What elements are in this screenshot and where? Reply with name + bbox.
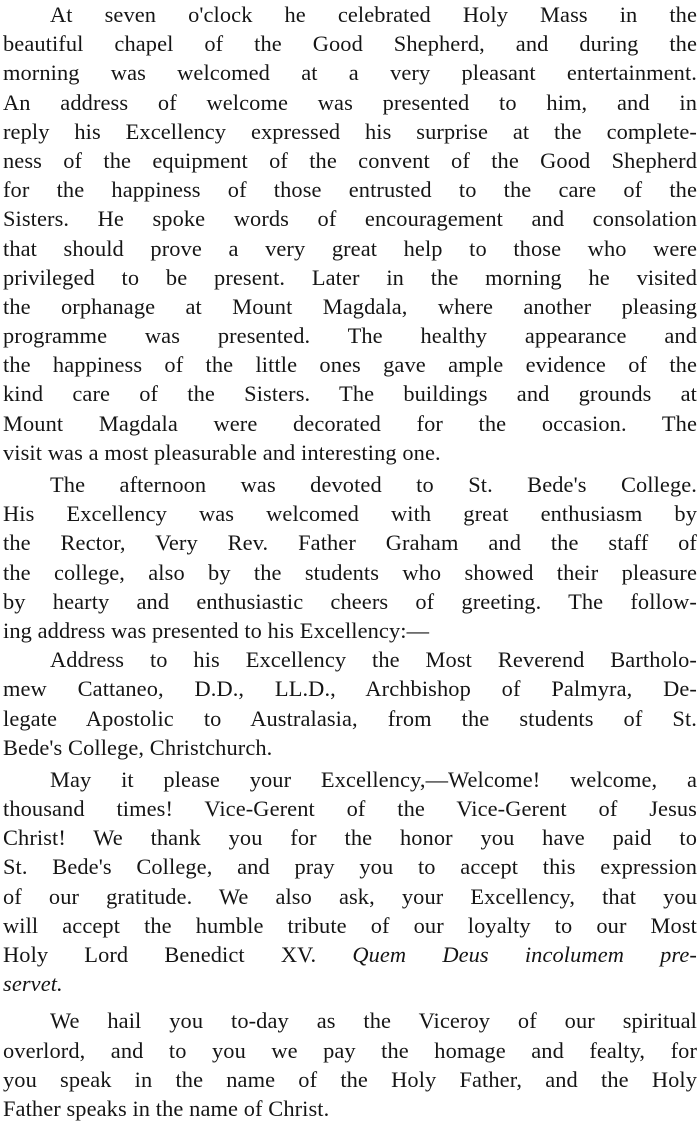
text-line: An address of welcome was presented to him, and in — [3, 89, 697, 115]
text-line: the orphanage at Mount Magdala, where another pleasing — [3, 293, 697, 319]
text-line: that should prove a very great help to those who were — [3, 235, 697, 261]
text-line: the Rector, Very Rev. Father Graham and the staff of — [3, 530, 697, 556]
text-line-with-latin — [3, 940, 697, 969]
text-line: Bede's College, Christchurch. — [3, 734, 273, 760]
text-line: We hail you to-day as the Viceroy of our spiritual — [50, 1008, 697, 1034]
text-line: legate Apostolic to Australasia, from the students of St. — [3, 705, 697, 731]
text-line: His Excellency was welcomed with great enthusiasm by — [3, 501, 697, 527]
text-line: programme was presented. The healthy appearance and — [3, 323, 697, 349]
text-line: ness of the equipment of the convent of the Good Shepherd — [3, 147, 697, 173]
text-line: you speak in the name of the Holy Father, and the Holy — [3, 1066, 697, 1092]
paragraph-5 — [3, 1006, 697, 1123]
text-line: of our gratitude. We also ask, your Excellency, that you — [3, 883, 697, 909]
latin-line-end: servet. — [3, 971, 63, 997]
text-line: mew Cattaneo, D.D., LL.D., Archbishop of Palmyra, De- — [3, 676, 697, 702]
paragraph-2 — [3, 470, 697, 645]
latin-phrase: Quem Deus incolumem pre- — [352, 942, 697, 967]
text-line: by hearty and enthusiastic cheers of greeting. The follow- — [3, 588, 697, 614]
text-line: privileged to be present. Later in the morning he visited — [3, 264, 697, 290]
text-line: The afternoon was devoted to St. Bede's College. — [50, 472, 697, 497]
paragraph-3 — [3, 645, 697, 762]
text-line: Mount Magdala were decorated for the occasion. The — [3, 410, 697, 436]
text-line: overlord, and to you we pay the homage and fealty, for — [3, 1037, 697, 1063]
text-line: St. Bede's College, and pray you to accept this expression — [3, 854, 697, 880]
text-line: the happiness of the little ones gave ample evidence of the — [3, 352, 697, 378]
text-line: reply his Excellency expressed his surprise at the complete- — [3, 118, 697, 144]
scanned-text-page — [3, 0, 697, 1123]
text-line: morning was welcomed at a very pleasant entertainment. — [3, 60, 697, 86]
text-line: May it please your Excellency,—Welcome! welcome, a — [50, 766, 697, 792]
text-line: ing address was presented to his Excellency:— — [3, 617, 430, 643]
text-line: At seven o'clock he celebrated Holy Mass in the — [50, 2, 697, 27]
text-line: for the happiness of those entrusted to the care of the — [3, 177, 697, 203]
text-line: Father speaks in the name of Christ. — [3, 1095, 330, 1121]
text-line: visit was a most pleasurable and interesting one. — [3, 439, 441, 465]
text-line: beautiful chapel of the Good Shepherd, and during the — [3, 31, 697, 57]
paragraph-1 — [3, 0, 697, 467]
text-line-start: Holy Lord Benedict XV. — [3, 942, 317, 967]
text-line: Sisters. He spoke words of encouragement and consolation — [3, 206, 697, 232]
text-line: thousand times! Vice-Gerent of the Vice-Gerent of Jesus — [3, 796, 697, 822]
text-line: will accept the humble tribute of our loyalty to our Most — [3, 912, 697, 938]
text-line: Address to his Excellency the Most Reverend Bartholo- — [50, 647, 697, 673]
text-line: kind care of the Sisters. The buildings and grounds at — [3, 381, 697, 407]
text-line: the college, also by the students who showed their pleasure — [3, 559, 697, 585]
paragraph-4 — [3, 765, 697, 999]
text-line: Christ! We thank you for the honor you have paid to — [3, 825, 697, 851]
